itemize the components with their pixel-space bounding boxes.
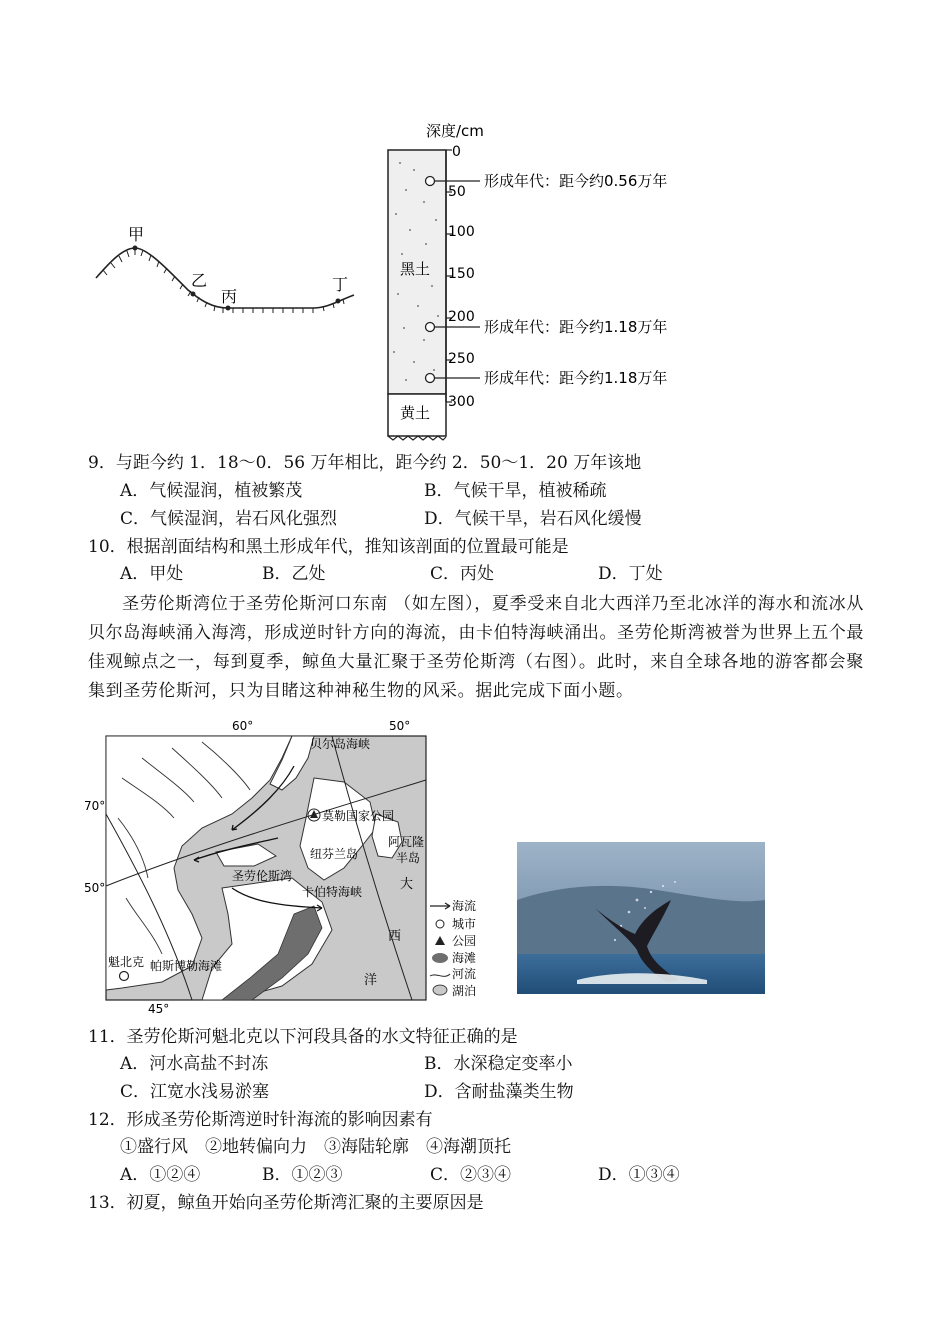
q12-stem: 12．形成圣劳伦斯湾逆时针海流的影响因素有 (88, 1110, 433, 1130)
q9-option-b[interactable]: B．气候干旱，植被稀疏 (424, 481, 607, 501)
layer-black-label: 黑土 (400, 260, 431, 278)
layer-yellow-label: 黄土 (400, 404, 431, 422)
legend-river: 河流 (452, 967, 477, 981)
q11-option-d[interactable]: D．含耐盐藻类生物 (424, 1082, 574, 1102)
gulf-label: 圣劳伦斯湾 (232, 869, 293, 883)
beach-label: 帕斯博勒海滩 (150, 959, 223, 973)
q9-option-a[interactable]: A．气候湿润，植被繁茂 (120, 481, 303, 501)
depth-axis-title: 深度/cm (426, 122, 484, 140)
ocean-xi: 西 (388, 929, 402, 944)
tick-250: 250 (448, 351, 475, 367)
q12-option-d[interactable]: D．①③④ (598, 1165, 680, 1185)
whale-photo (517, 842, 765, 994)
q10-stem: 10．根据剖面结构和黑土形成年代，推知该剖面的位置最可能是 (88, 537, 569, 557)
belle-isle-label: 贝尔岛海峡 (310, 737, 371, 751)
passage (88, 590, 864, 706)
avalon-label: 阿瓦隆半岛 (82, 718, 87, 719)
passage-text: 圣劳伦斯湾位于圣劳伦斯河口东南 （如左图），夏季受来自北大西洋乃至北冰洋的海水和流冰从贝尔岛海峡涌入海湾，形成逆时针方向的海流，由卡伯特海峡涌出。圣劳伦斯湾被誉为世界上五个最佳观鲸点之一，每到夏季，鲸鱼大量汇聚于圣劳伦斯湾（右图）。此时，来自全球各地的游客都会聚集到圣劳伦斯河，只为目睹这种神秘生物的风采。据此完成下面小题。 (88, 594, 864, 701)
legend-lake: 湖泊 (452, 984, 477, 998)
soil-column-figure (380, 118, 680, 448)
legend-beach: 海滩 (452, 951, 477, 965)
age-label-1: 形成年代：距今约0.56万年 (484, 172, 668, 190)
tick-150: 150 (448, 266, 475, 282)
legend-current: 海流 (452, 899, 477, 913)
ocean-da: 大 (400, 877, 414, 892)
q10-option-d[interactable]: D．丁处 (598, 564, 663, 584)
point-ding: 丁 (332, 275, 349, 294)
cabot-label: 卡伯特海峡 (302, 885, 363, 899)
map-legend (430, 898, 476, 998)
lat-50: 50° (84, 881, 106, 895)
legend-city: 城市 (452, 917, 477, 931)
newfoundland-label: 纽芬兰岛 (310, 847, 359, 861)
lat-70: 70° (84, 799, 106, 813)
national-park-label: 莫勒国家公园 (322, 809, 395, 823)
lon-45: 45° (148, 1002, 170, 1016)
gulf-map-figure (82, 718, 482, 1018)
q12-option-a[interactable]: A．①②④ (120, 1165, 201, 1185)
q12-items: ①盛行风 ②地转偏向力 ③海陆轮廓 ④海潮顶托 (120, 1137, 511, 1157)
q11-option-c[interactable]: C．江宽水浅易淤塞 (120, 1082, 270, 1102)
ocean-yang: 洋 (364, 973, 378, 988)
q10-option-b[interactable]: B．乙处 (262, 564, 326, 584)
q12-option-c[interactable]: C．②③④ (430, 1165, 512, 1185)
point-jia: 甲 (128, 225, 145, 244)
q13-stem: 13．初夏，鲸鱼开始向圣劳伦斯湾汇聚的主要原因是 (88, 1193, 484, 1213)
tick-200: 200 (448, 309, 475, 325)
avalon-label-1: 阿瓦隆 (388, 835, 425, 849)
quebec-label: 魁北克 (108, 955, 145, 969)
q11-option-b[interactable]: B．水深稳定变率小 (424, 1054, 573, 1074)
avalon-label-2: 半岛 (396, 851, 421, 865)
q9-option-c[interactable]: C．气候湿润，岩石风化强烈 (120, 509, 338, 529)
q10-option-a[interactable]: A．甲处 (120, 564, 184, 584)
tick-0: 0 (452, 144, 461, 160)
q12-option-b[interactable]: B．①②③ (262, 1165, 343, 1185)
tick-50: 50 (448, 184, 466, 200)
point-bing: 丙 (221, 287, 238, 306)
point-yi: 乙 (191, 271, 208, 290)
q11-option-a[interactable]: A．河水高盐不封冻 (120, 1054, 269, 1074)
tick-100: 100 (448, 224, 475, 240)
legend-park: 公园 (452, 934, 477, 948)
tick-300: 300 (448, 394, 475, 410)
q9-option-d[interactable]: D．气候干旱，岩石风化缓慢 (424, 509, 642, 529)
age-label-2: 形成年代：距今约1.18万年 (484, 318, 668, 336)
lon-50: 50° (389, 719, 411, 733)
q9-stem: 9．与距今约 1．18～0．56 万年相比，距今约 2．50～1．20 万年该地 (88, 453, 642, 473)
age-label-3: 形成年代：距今约1.18万年 (484, 369, 668, 387)
terrain-profile-figure (88, 220, 368, 320)
q11-stem: 11．圣劳伦斯河魁北克以下河段具备的水文特征正确的是 (88, 1027, 518, 1047)
q10-option-c[interactable]: C．丙处 (430, 564, 495, 584)
lon-60: 60° (232, 719, 254, 733)
